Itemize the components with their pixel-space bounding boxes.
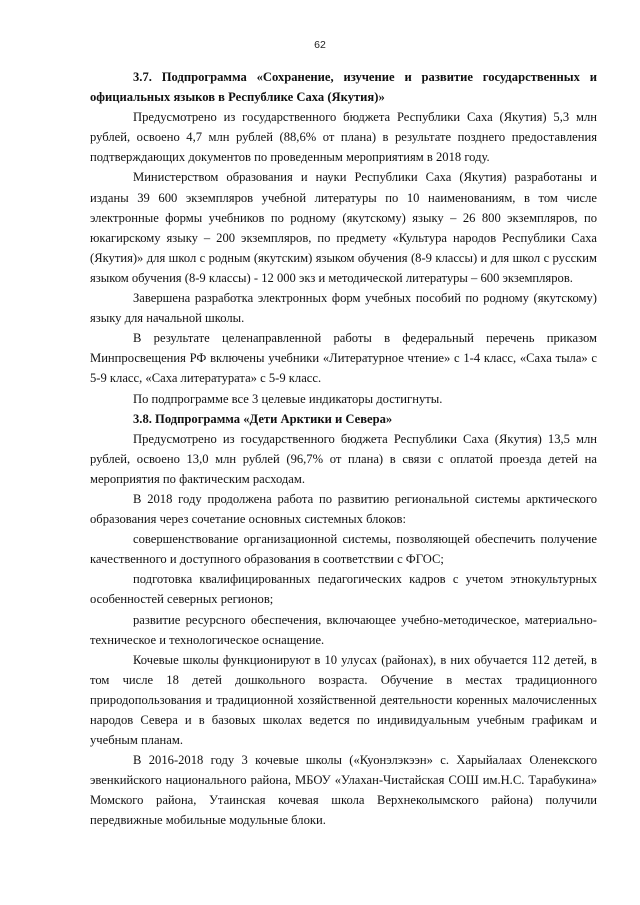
paragraph: В 2016-2018 году 3 кочевые школы («Куонэлэкээн» с. Харыйалаах Оленекского эвенкийского национального района, МБОУ «Улахан-Чистайская СОШ им.Н.С. Тарабукина» Момского района, Утаинская кочевая школа Верхнеколымского района) получили передвижные мобильные модульные блоки. bbox=[90, 753, 597, 828]
paragraph: По подпрограмме все 3 целевые индикаторы достигнуты. bbox=[133, 391, 443, 406]
paragraph: Министерством образования и науки Республики Саха (Якутия) разработаны и изданы 39 600 экземпляров учебной литературы по 10 наименованиям, в том числе электронные формы учебников по родному (якутскому) языку – 26 800 экземпляров, по юкагирскому языку – 200 экземпляров, по предмету «Культура народов Республики Саха (Якутия)» для школ с родным (якутским) языком обучения (8-9 классы) и для школ с русским языком обучения (8-9 классы) - 12 000 экз и методической литературы – 600 экземпляров. bbox=[90, 170, 597, 285]
section-heading-3-7: 3.7. Подпрограмма «Сохранение, изучение и развитие государственных и официальных языков в Республике Саха (Якутия)» bbox=[90, 70, 597, 105]
paragraph: Предусмотрено из государственного бюджета Республики Саха (Якутия) 13,5 млн рублей, освоено 13,0 млн рублей (96,7% от плана) в связи с оплатой проезда детей на мероприятия по фактическим расходам. bbox=[90, 431, 597, 486]
list-item: развитие ресурсного обеспечения, включающее учебно-методическое, материально-техническое и технологическое оснащение. bbox=[90, 612, 597, 647]
page-number: 62 bbox=[314, 39, 326, 51]
paragraph: Предусмотрено из государственного бюджета Республики Саха (Якутия) 5,3 млн рублей, освоено 4,7 млн рублей (88,6% от плана) в результате позднего предоставления подтверждающих документов по проведенным мероприятиям в 2018 году. bbox=[90, 110, 597, 165]
list-item: совершенствование организационной системы, позволяющей обеспечить получение качественного и доступного образования в соответствии с ФГОС; bbox=[90, 532, 597, 567]
paragraph: Кочевые школы функционируют в 10 улусах (районах), в них обучается 112 детей, в том числе 18 детей дошкольного возраста. Обучение в местах традиционного природопользования и традиционной хозяйственной деятельности коренных малочисленных народов Севера и в базовых школах ведется по индивидуальным учебным графикам и учебным планам. bbox=[90, 652, 597, 748]
paragraph: В результате целенаправленной работы в федеральный перечень приказом Минпросвещения РФ включены учебники «Литературное чтение» с 1-4 класс, «Саха тыла» с 5-9 класс, «Саха литературата» с 5-9 класс. bbox=[90, 331, 597, 386]
section-heading-3-8: 3.8. Подпрограмма «Дети Арктики и Севера» bbox=[133, 411, 393, 426]
document-body bbox=[90, 67, 597, 831]
list-item: подготовка квалифицированных педагогических кадров с учетом этнокультурных особенностей северных регионов; bbox=[90, 572, 597, 607]
paragraph: Завершена разработка электронных форм учебных пособий по родному (якутскому) языку для начальной школы. bbox=[90, 291, 597, 326]
paragraph: В 2018 году продолжена работа по развитию региональной системы арктического образования через сочетание основных системных блоков: bbox=[90, 491, 597, 527]
